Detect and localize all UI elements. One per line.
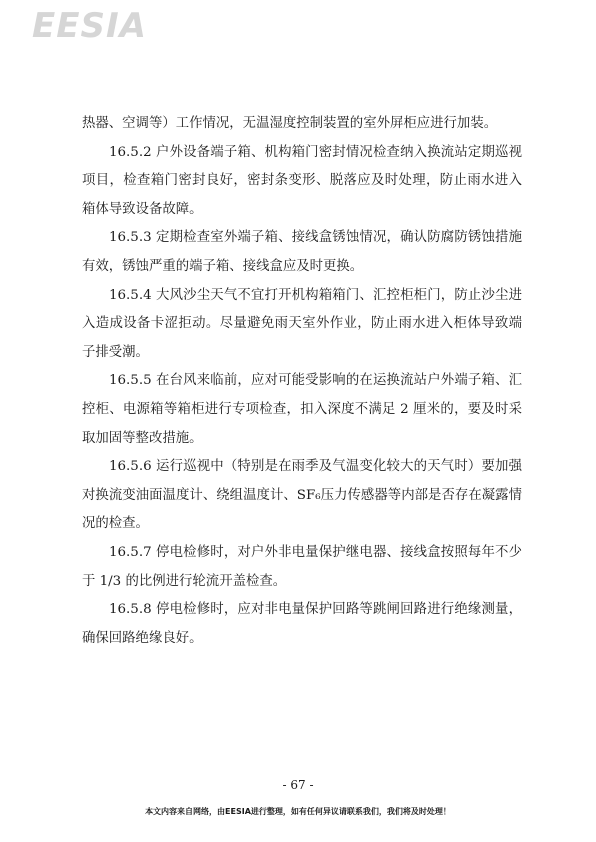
paragraph-16-5-2: 16.5.2 户外设备端子箱、机构箱门密封情况检查纳入换流站定期巡视项目，检查箱门密封良好，密封条变形、脱落应及时处理，防止雨水进入箱体导致设备故障。 bbox=[82, 144, 522, 217]
page-number: - 67 - bbox=[282, 778, 314, 792]
paragraph-16-5-8: 16.5.8 停电检修时，应对非电量保护回路等跳闸回路进行绝缘测量，确保回路绝缘良好。 bbox=[82, 602, 522, 646]
paragraph-16-5-4: 16.5.4 大风沙尘天气不宜打开机构箱箱门、汇控柜柜门，防止沙尘进入造成设备卡涩拒动。尽量避免雨天室外作业，防止雨水进入柜体导致端子排受潮。 bbox=[82, 287, 522, 360]
paragraph-16-5-3: 16.5.3 定期检查室外端子箱、接线盒锈蚀情况，确认防腐防锈蚀措施有效，锈蚀严重的端子箱、接线盒应及时更换。 bbox=[82, 230, 522, 274]
paragraph-16-5-6: 16.5.6 运行巡视中（特别是在雨季及气温变化较大的天气时）要加强对换流变油面温度计、绕组温度计、SF₆压力传感器等内部是否存在凝露情况的检查。 bbox=[82, 459, 522, 532]
footer-disclaimer: 本文内容来自网络，由EESIA进行整理，如有任何异议请联系我们，我们将及时处理！ bbox=[145, 807, 451, 816]
paragraph-16-5-5: 16.5.5 在台风来临前，应对可能受影响的在运换流站户外端子箱、汇控柜、电源箱等箱柜进行专项检查，扣入深度不满足 2 厘米的，要及时采取加固等整改措施。 bbox=[82, 373, 522, 446]
document-body bbox=[82, 110, 522, 653]
paragraph-16-5-7: 16.5.7 停电检修时，对户外非电量保护继电器、接线盒按照每年不少于 1/3 的比例进行轮流开盖检查。 bbox=[82, 544, 522, 589]
paragraph-continuation: 热器、空调等）工作情况，无温湿度控制装置的室外屏柜应进行加装。 bbox=[82, 116, 498, 131]
eesia-logo: EESIA bbox=[32, 6, 147, 46]
